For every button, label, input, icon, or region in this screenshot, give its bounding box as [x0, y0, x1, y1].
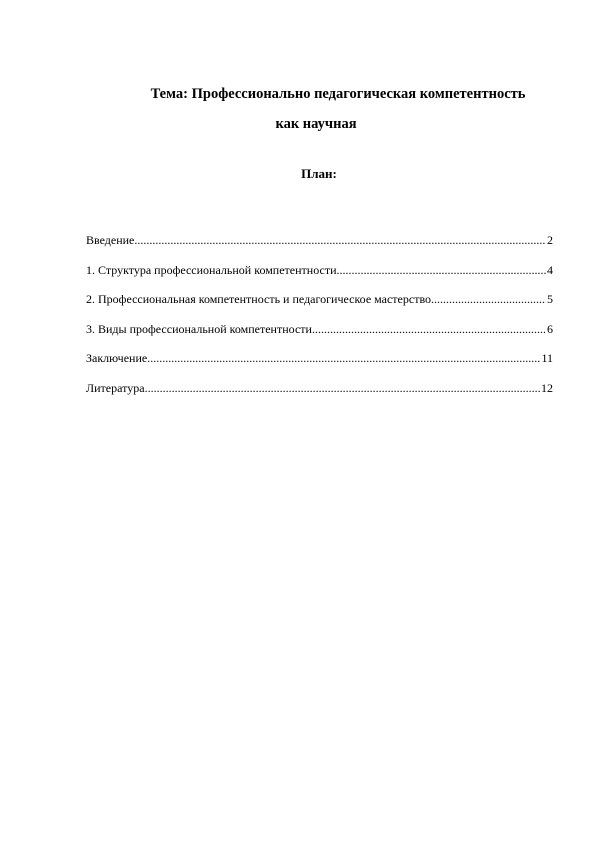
toc-entry-section-3	[86, 322, 553, 352]
toc-page-number: 11	[541, 351, 553, 365]
toc-entry-text: Заключение	[86, 351, 148, 365]
toc-dot-leader	[312, 322, 546, 337]
toc-page-number: 6	[547, 321, 553, 336]
toc-dot-leader	[134, 233, 546, 248]
toc-page-number: 5	[547, 292, 553, 306]
toc-entry-section-2	[86, 292, 553, 322]
toc-entry-text: Литература	[86, 380, 145, 395]
toc-entry-section-1	[86, 263, 553, 293]
toc-page-number: 4	[547, 262, 553, 277]
toc-entry-text: 1. Структура профессиональной компетентности	[86, 262, 337, 277]
toc-dot-leader	[337, 263, 547, 278]
toc-entry-literature	[86, 381, 553, 411]
toc-entry-introduction	[86, 233, 553, 263]
document-title-continuation: как научная	[275, 116, 357, 132]
table-of-contents	[86, 233, 553, 410]
document-title: Тема: Профессионально педагогическая компетентность	[150, 86, 526, 102]
toc-page-number: 2	[547, 233, 553, 247]
toc-dot-leader	[145, 381, 540, 396]
toc-entry-text: 2. Профессиональная компетентность и педагогическое мастерство	[86, 292, 432, 306]
toc-entry-text: 3. Виды профессиональной компетентности	[86, 321, 312, 336]
toc-dot-leader	[147, 351, 540, 366]
plan-heading: План:	[301, 166, 337, 181]
toc-entry-text: Введение	[86, 233, 135, 247]
toc-dot-leader	[431, 292, 546, 307]
toc-page-number: 12	[541, 380, 553, 395]
toc-entry-conclusion	[86, 351, 553, 381]
